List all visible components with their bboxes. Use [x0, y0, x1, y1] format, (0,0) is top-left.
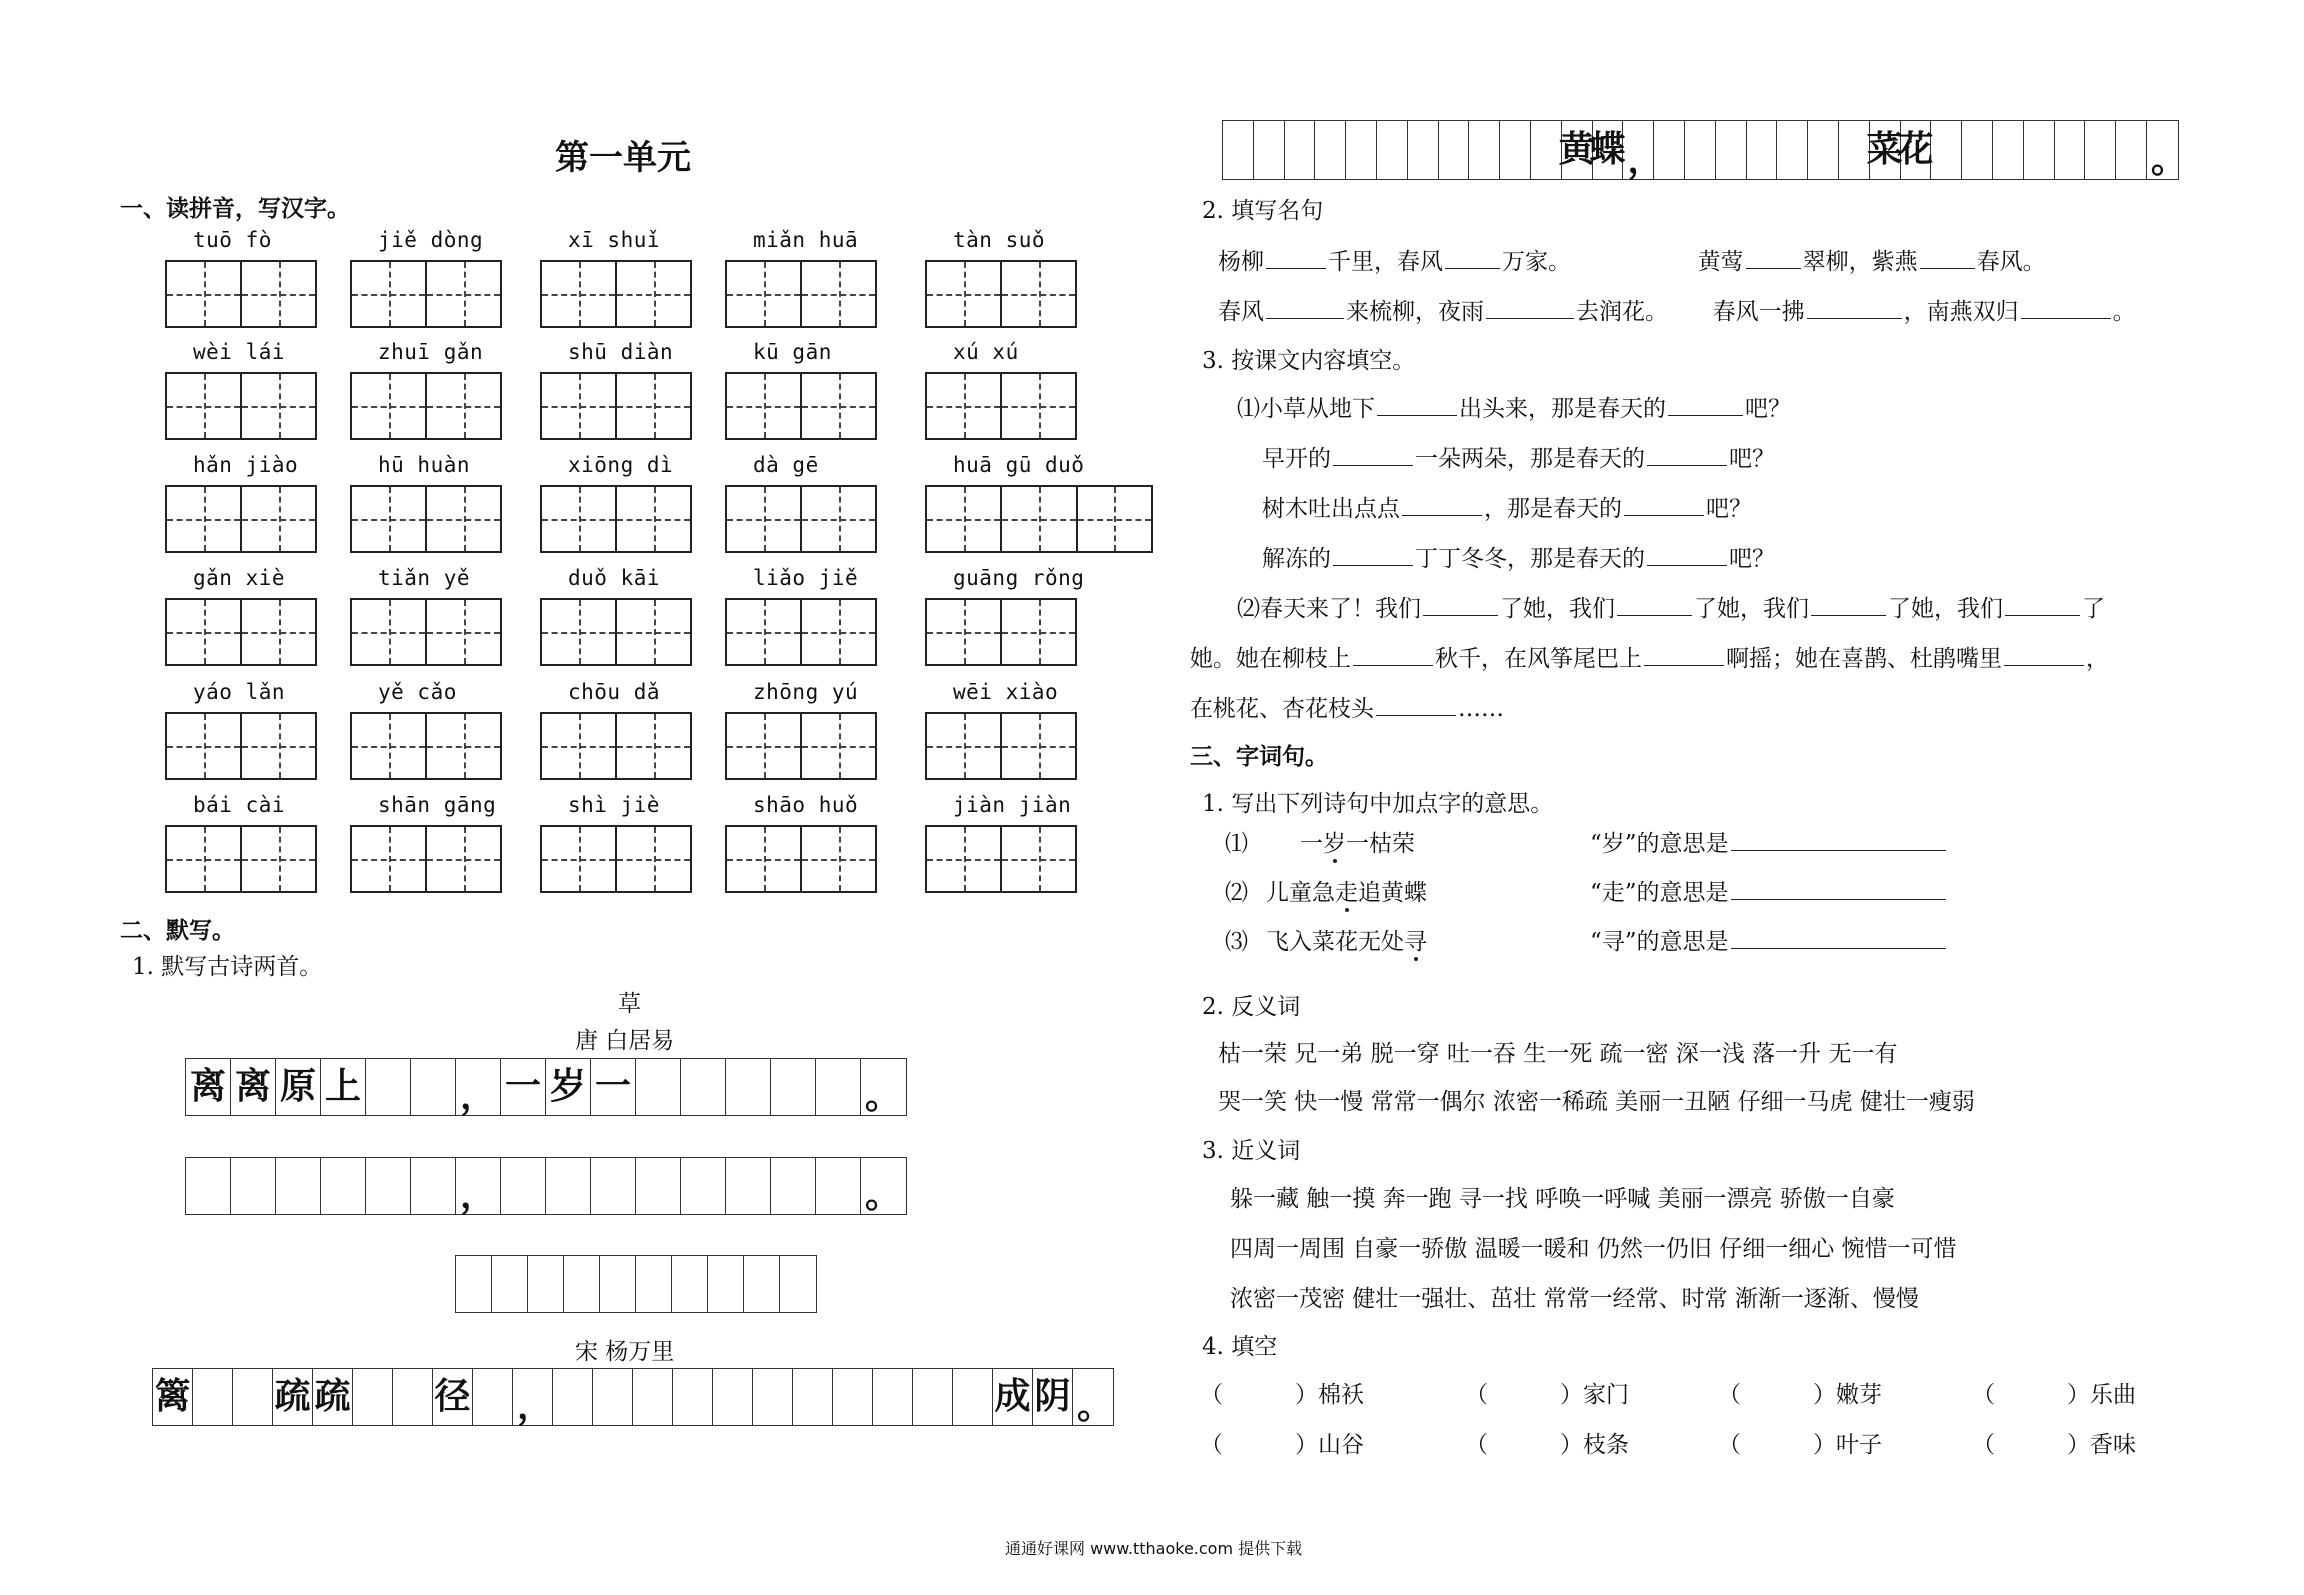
writing-grid[interactable] [540, 260, 692, 328]
pinyin-label: yáo lǎn [193, 680, 286, 704]
q3-item2: 早开的 一朵两朵，那是春天的 吧？ [1262, 440, 1775, 473]
pinyin-label: miǎn huā [753, 228, 859, 252]
poem-empty-cell[interactable] [744, 1256, 780, 1312]
poem-char-cell: 疏 [313, 1369, 353, 1425]
grid-cell[interactable] [167, 714, 242, 778]
synonyms-row3: 浓密一茂密 健壮一强壮、茁壮 常常一经常、时常 渐渐一逐渐、慢慢 [1230, 1286, 1919, 1312]
poem-empty-cell[interactable] [366, 1059, 411, 1115]
paren-open: （ [1200, 1382, 1223, 1408]
poem-char-cell: 。 [865, 1175, 902, 1216]
grid-cell[interactable] [352, 600, 427, 664]
poem-line-item [1225, 874, 1427, 907]
fill-item[interactable]: ）山谷 [1295, 1432, 1364, 1458]
q3-item7: 在桃花、杏花枝头 …… [1190, 690, 1504, 723]
pinyin-label: dà gē [753, 453, 819, 477]
answer-blank[interactable] [1731, 876, 1946, 900]
poem-empty-cell[interactable] [708, 1256, 744, 1312]
poem-empty-cell[interactable] [546, 1158, 591, 1214]
poem-char-cell: ， [456, 1158, 501, 1214]
writing-grid[interactable] [925, 372, 1077, 440]
grid-cell[interactable] [352, 827, 427, 891]
section2-q1: 1. 默写古诗两首。 [132, 954, 323, 980]
writing-grid[interactable] [925, 825, 1077, 893]
grid-cell[interactable] [617, 600, 690, 664]
poem-empty-cell[interactable] [633, 1369, 673, 1425]
poem-empty-cell[interactable] [1808, 121, 1839, 179]
poem-line-item [1225, 825, 1415, 858]
fill-item[interactable]: ）叶子 [1813, 1432, 1882, 1458]
poem-empty-cell[interactable] [726, 1158, 771, 1214]
writing-grid[interactable] [350, 825, 502, 893]
poem2-title-grid [455, 1255, 817, 1313]
paren-open: （ [1200, 1432, 1223, 1458]
poem-empty-cell[interactable] [353, 1369, 393, 1425]
writing-grid[interactable] [725, 372, 877, 440]
poem-empty-cell[interactable] [411, 1158, 456, 1214]
grid-cell[interactable] [927, 374, 1002, 438]
item-number: ⑵ [1225, 880, 1248, 906]
poem-char-cell: 径 [433, 1369, 473, 1425]
grid-cell[interactable] [167, 827, 242, 891]
grid-cell[interactable] [802, 487, 875, 551]
poem-empty-cell[interactable] [411, 1059, 456, 1115]
grid-cell[interactable] [617, 714, 690, 778]
poem-char-cell: ， [456, 1059, 501, 1115]
poem-empty-cell[interactable] [726, 1059, 771, 1115]
poem-empty-cell[interactable] [793, 1369, 833, 1425]
grid-cell[interactable] [167, 262, 242, 326]
grid-cell[interactable] [242, 487, 315, 551]
poem-text: 追黄蝶 [1358, 880, 1427, 906]
grid-cell[interactable] [167, 487, 242, 551]
poem1-author: 唐 白居易 [575, 1028, 675, 1054]
grid-cell[interactable] [617, 262, 690, 326]
writing-grid[interactable] [165, 485, 317, 553]
grid-cell[interactable] [727, 714, 802, 778]
grid-cell[interactable] [1002, 600, 1075, 664]
writing-grid[interactable] [725, 825, 877, 893]
poem-empty-cell[interactable] [1254, 121, 1285, 179]
poem-empty-cell[interactable] [193, 1369, 233, 1425]
pinyin-label: shū diàn [568, 340, 674, 364]
poem-empty-cell[interactable] [1439, 121, 1470, 179]
grid-cell[interactable] [1002, 827, 1075, 891]
pinyin-label: yě cǎo [378, 680, 457, 704]
poem-empty-cell[interactable] [1346, 121, 1377, 179]
poem-text: 飞入菜花无处 [1266, 929, 1404, 955]
grid-cell[interactable] [427, 600, 500, 664]
meaning-prompt [1590, 825, 1948, 858]
poem-empty-cell[interactable] [553, 1369, 593, 1425]
grid-cell[interactable] [727, 262, 802, 326]
grid-cell[interactable] [242, 714, 315, 778]
grid-cell[interactable] [1078, 487, 1151, 551]
grid-cell[interactable] [242, 827, 315, 891]
poem-empty-cell[interactable] [492, 1256, 528, 1312]
grid-cell[interactable] [1002, 714, 1075, 778]
poem-empty-cell[interactable] [276, 1158, 321, 1214]
writing-grid[interactable] [350, 372, 502, 440]
fill-item[interactable]: ）枝条 [1560, 1432, 1629, 1458]
grid-cell[interactable] [617, 374, 690, 438]
pinyin-label: shāo huǒ [753, 793, 859, 817]
pinyin-label: duǒ kāi [568, 566, 661, 590]
poem-empty-cell[interactable] [1469, 121, 1500, 179]
writing-grid[interactable] [540, 825, 692, 893]
poem1-line1-grid [185, 1058, 907, 1116]
pinyin-label: huā gū duǒ [953, 453, 1085, 477]
poem-char-cell: ， [513, 1369, 553, 1425]
q3-item5: ⑵春天来了！我们 了她，我们 了她，我们 了她，我们 了 [1237, 590, 2105, 623]
pinyin-label: kū gān [753, 340, 832, 364]
poem-empty-cell[interactable] [231, 1158, 276, 1214]
q3-item6: 她。她在柳枝上 秋千，在风筝尾巴上 啊摇；她在喜鹊、杜鹃嘴里 ， [1190, 640, 2109, 673]
poem-empty-cell[interactable] [1315, 121, 1346, 179]
poem-empty-cell[interactable] [321, 1158, 366, 1214]
grid-cell[interactable] [927, 600, 1002, 664]
poem-empty-cell[interactable] [473, 1369, 513, 1425]
q3-item1: ⑴小草从地下 出头来，那是春天的 吧？ [1237, 390, 1791, 423]
poem-empty-cell[interactable] [833, 1369, 873, 1425]
section1-heading: 一、读拼音，写汉字。 [120, 196, 350, 222]
poem-empty-cell[interactable] [1839, 121, 1870, 179]
poem-empty-cell[interactable] [953, 1369, 993, 1425]
writing-grid[interactable] [540, 485, 692, 553]
poem-empty-cell[interactable] [713, 1369, 753, 1425]
paren-open: （ [1465, 1432, 1488, 1458]
poem-char-cell: 。 [865, 1076, 902, 1117]
poem-empty-cell[interactable] [1531, 121, 1562, 179]
poem-empty-cell[interactable] [1716, 121, 1747, 179]
poem-empty-cell[interactable] [600, 1256, 636, 1312]
grid-cell[interactable] [802, 600, 875, 664]
writing-grid[interactable] [725, 260, 877, 328]
pinyin-label: xī shuǐ [568, 228, 661, 252]
paren-open: （ [1718, 1382, 1741, 1408]
pinyin-label: hū huàn [378, 453, 471, 477]
poem-empty-cell[interactable] [1993, 121, 2024, 179]
grid-cell[interactable] [802, 262, 875, 326]
grid-cell[interactable] [427, 262, 500, 326]
pinyin-label: shān gāng [378, 793, 497, 817]
poem-text: 一枯荣 [1346, 831, 1415, 857]
grid-cell[interactable] [802, 827, 875, 891]
poem-empty-cell[interactable] [2055, 121, 2086, 179]
writing-grid[interactable] [165, 260, 317, 328]
poem-empty-cell[interactable] [2085, 121, 2116, 179]
pinyin-label: chōu dǎ [568, 680, 661, 704]
q2-heading: 2. 填写名句 [1202, 198, 1324, 224]
poem-empty-cell[interactable] [771, 1158, 816, 1214]
poem-empty-cell[interactable] [1500, 121, 1531, 179]
synonyms-row1: 躲一藏 触一摸 奔一跑 寻一找 呼唤一呼喊 美丽一漂亮 骄傲一自豪 [1230, 1186, 1895, 1212]
pinyin-label: liǎo jiě [753, 566, 859, 590]
pinyin-label: tuō fò [193, 228, 272, 252]
answer-blank[interactable] [1731, 827, 1946, 851]
writing-grid[interactable] [540, 598, 692, 666]
pinyin-label: tàn suǒ [953, 228, 1046, 252]
pinyin-label: jiě dòng [378, 228, 484, 252]
poem-char-cell: 篱 [153, 1369, 193, 1425]
fill-item[interactable]: ）香味 [2067, 1432, 2136, 1458]
paren-open: （ [1465, 1382, 1488, 1408]
poem-empty-cell[interactable] [233, 1369, 273, 1425]
pinyin-label: bái cài [193, 793, 286, 817]
pinyin-label: zhōng yú [753, 680, 859, 704]
writing-grid[interactable] [540, 712, 692, 780]
grid-cell[interactable] [927, 262, 1002, 326]
writing-grid[interactable] [165, 598, 317, 666]
grid-cell[interactable] [802, 374, 875, 438]
grid-cell[interactable] [167, 374, 242, 438]
poem-char-cell: 离 [231, 1059, 276, 1115]
poem-empty-cell[interactable] [501, 1158, 546, 1214]
poem-char-cell: 离 [186, 1059, 231, 1115]
writing-grid[interactable] [725, 712, 877, 780]
item-number: ⑶ [1225, 929, 1248, 955]
grid-cell[interactable] [542, 487, 617, 551]
poem-empty-cell[interactable] [591, 1158, 636, 1214]
poem-empty-cell[interactable] [1377, 121, 1408, 179]
grid-cell[interactable] [427, 487, 500, 551]
grid-cell[interactable] [352, 487, 427, 551]
s3-q4: 4. 填空 [1202, 1334, 1278, 1360]
pinyin-label: xiōng dì [568, 453, 674, 477]
answer-blank[interactable] [1731, 925, 1946, 949]
q3-heading: 3. 按课文内容填空。 [1202, 348, 1416, 374]
poem-char-cell: 阴 [1033, 1369, 1073, 1425]
poem-text: 一 [1300, 831, 1323, 857]
grid-cell[interactable] [927, 827, 1002, 891]
poem-empty-cell[interactable] [1285, 121, 1316, 179]
poem-empty-cell[interactable] [2116, 121, 2147, 179]
s3-q2: 2. 反义词 [1202, 994, 1301, 1020]
fill-item[interactable]: ）嫩芽 [1813, 1382, 1882, 1408]
poem-char-cell: 花 [1901, 121, 1932, 179]
grid-cell[interactable] [727, 374, 802, 438]
grid-cell[interactable] [542, 827, 617, 891]
writing-grid[interactable] [165, 825, 317, 893]
poem-char-cell: 疏 [273, 1369, 313, 1425]
poem-empty-cell[interactable] [593, 1369, 633, 1425]
poem-empty-cell[interactable] [1931, 121, 1962, 179]
poem-empty-cell[interactable] [780, 1256, 816, 1312]
poem-char-cell: 。 [1077, 1386, 1114, 1427]
poem-char-cell: 岁 [546, 1059, 591, 1115]
poem-empty-cell[interactable] [636, 1059, 681, 1115]
grid-cell[interactable] [542, 600, 617, 664]
poem-empty-cell[interactable] [681, 1059, 726, 1115]
paren-open: （ [1972, 1432, 1995, 1458]
poem-char-cell: 原 [276, 1059, 321, 1115]
poem-empty-cell[interactable] [873, 1369, 913, 1425]
writing-grid[interactable] [540, 372, 692, 440]
pinyin-label: guāng rǒng [953, 566, 1085, 590]
paren-open: （ [1718, 1432, 1741, 1458]
meaning-label: “寻”的意思是 [1590, 929, 1729, 955]
poem-char-cell: ， [1623, 121, 1654, 179]
grid-cell[interactable] [927, 487, 1002, 551]
writing-grid[interactable] [165, 372, 317, 440]
poem-char-cell: 菜 [1870, 121, 1901, 179]
poem-empty-cell[interactable] [1223, 121, 1254, 179]
page-title: 第一单元 [555, 138, 691, 178]
grid-cell[interactable] [242, 600, 315, 664]
writing-grid[interactable] [925, 712, 1077, 780]
grid-cell[interactable] [352, 262, 427, 326]
poem-empty-cell[interactable] [672, 1256, 708, 1312]
dotted-char: 岁 [1323, 831, 1346, 857]
grid-cell[interactable] [242, 374, 315, 438]
pinyin-label: zhuī gǎn [378, 340, 484, 364]
grid-cell[interactable] [727, 487, 802, 551]
grid-cell[interactable] [802, 714, 875, 778]
poem-char-cell: 蝶 [1593, 121, 1624, 179]
poem-char-cell: 黄 [1562, 121, 1593, 179]
grid-cell[interactable] [542, 714, 617, 778]
writing-grid[interactable] [725, 485, 877, 553]
footer: 通通好课网 www.tthaoke.com 提供下载 [1005, 1539, 1303, 1558]
pinyin-label: jiàn jiàn [953, 793, 1072, 817]
q2-line2: 春风 来梳柳，夜雨 去润花。 春风一拂 ，南燕双归 。 [1218, 293, 2136, 326]
poem-empty-cell[interactable] [528, 1256, 564, 1312]
grid-cell[interactable] [617, 827, 690, 891]
poem-char-cell: 成 [993, 1369, 1033, 1425]
poem-empty-cell[interactable] [636, 1256, 672, 1312]
pinyin-label: gǎn xiè [193, 566, 286, 590]
s3-q1: 1. 写出下列诗句中加点字的意思。 [1202, 791, 1554, 817]
poem-empty-cell[interactable] [771, 1059, 816, 1115]
pinyin-label: wēi xiào [953, 680, 1059, 704]
poem2-author: 宋 杨万里 [575, 1339, 675, 1365]
grid-cell[interactable] [542, 374, 617, 438]
poem-empty-cell[interactable] [1962, 121, 1993, 179]
writing-grid[interactable] [350, 485, 502, 553]
poem-empty-cell[interactable] [1685, 121, 1716, 179]
poem-text: 儿童急 [1266, 880, 1335, 906]
grid-cell[interactable] [427, 714, 500, 778]
pinyin-label: hǎn jiào [193, 453, 299, 477]
synonyms-row2: 四周一周围 自豪一骄傲 温暖一暖和 仍然一仍旧 仔细一细心 惋惜一可惜 [1230, 1236, 1957, 1262]
grid-cell[interactable] [617, 487, 690, 551]
grid-cell[interactable] [927, 714, 1002, 778]
grid-cell[interactable] [1002, 487, 1077, 551]
poem-empty-cell[interactable] [2024, 121, 2055, 179]
pinyin-label: shì jiè [568, 793, 661, 817]
grid-cell[interactable] [427, 374, 500, 438]
poem-line-item [1225, 923, 1427, 956]
grid-cell[interactable] [167, 600, 242, 664]
grid-cell[interactable] [427, 827, 500, 891]
grid-cell[interactable] [1002, 262, 1075, 326]
q2-line1: 杨柳 千里，春风 万家。 黄莺 翠柳，紫燕 春风。 [1218, 243, 2046, 276]
q3-item3: 树木吐出点点 ，那是春天的 吧？ [1262, 490, 1752, 523]
antonyms-row2: 哭一笑 快一慢 常常一偶尔 浓密一稀疏 美丽一丑陋 仔细一马虎 健壮一瘦弱 [1218, 1089, 1975, 1115]
poem-empty-cell[interactable] [673, 1369, 713, 1425]
pinyin-label: tiǎn yě [378, 566, 471, 590]
meaning-label: “走”的意思是 [1590, 880, 1729, 906]
poem-empty-cell[interactable] [913, 1369, 953, 1425]
poem-empty-cell[interactable] [393, 1369, 433, 1425]
poem-empty-cell[interactable] [366, 1158, 411, 1214]
grid-cell[interactable] [352, 714, 427, 778]
poem-empty-cell[interactable] [564, 1256, 600, 1312]
poem-empty-cell[interactable] [681, 1158, 726, 1214]
s3-q3: 3. 近义词 [1202, 1138, 1301, 1164]
poem-empty-cell[interactable] [1408, 121, 1439, 179]
dotted-char: 寻 [1404, 929, 1427, 955]
poem1-title: 草 [618, 991, 641, 1017]
dotted-char: 走 [1335, 880, 1358, 906]
paren-open: （ [1972, 1382, 1995, 1408]
grid-cell[interactable] [242, 262, 315, 326]
writing-grid[interactable] [925, 598, 1077, 666]
poem2-line1-grid [152, 1368, 1114, 1426]
writing-grid[interactable] [925, 485, 1153, 553]
writing-grid[interactable] [165, 712, 317, 780]
fill-item[interactable]: ）家门 [1560, 1382, 1629, 1408]
writing-grid[interactable] [350, 712, 502, 780]
grid-cell[interactable] [1002, 374, 1075, 438]
poem-empty-cell[interactable] [816, 1059, 861, 1115]
poem2-line2-grid [1222, 120, 2187, 181]
item-number: ⑴ [1225, 831, 1248, 857]
poem-empty-cell[interactable] [456, 1256, 492, 1312]
fill-item[interactable]: ）乐曲 [2067, 1382, 2136, 1408]
grid-cell[interactable] [352, 374, 427, 438]
meaning-label: “岁”的意思是 [1590, 831, 1729, 857]
fill-item[interactable]: ）棉袄 [1295, 1382, 1364, 1408]
poem-char-cell: 上 [321, 1059, 366, 1115]
grid-cell[interactable] [542, 262, 617, 326]
poem-empty-cell[interactable] [753, 1369, 793, 1425]
poem-char-cell: 一 [501, 1059, 546, 1115]
writing-grid[interactable] [350, 260, 502, 328]
meaning-prompt [1590, 874, 1948, 907]
poem-empty-cell[interactable] [1777, 121, 1808, 179]
pinyin-label: wèi lái [193, 340, 286, 364]
poem-empty-cell[interactable] [186, 1158, 231, 1214]
grid-cell[interactable] [727, 600, 802, 664]
writing-grid[interactable] [350, 598, 502, 666]
poem-empty-cell[interactable] [816, 1158, 861, 1214]
pinyin-label: xú xú [953, 340, 1019, 364]
section3-heading: 三、字词句。 [1190, 744, 1328, 770]
poem-empty-cell[interactable] [636, 1158, 681, 1214]
writing-grid[interactable] [725, 598, 877, 666]
section2-heading: 二、默写。 [120, 918, 235, 944]
poem-empty-cell[interactable] [1654, 121, 1685, 179]
poem1-line2-grid [185, 1157, 907, 1215]
poem-empty-cell[interactable] [1747, 121, 1778, 179]
antonyms-row1: 枯一荣 兄一弟 脱一穿 吐一吞 生一死 疏一密 深一浅 落一升 无一有 [1218, 1041, 1898, 1067]
q3-item4: 解冻的 丁丁冬冬，那是春天的 吧？ [1262, 540, 1775, 573]
meaning-prompt [1590, 923, 1948, 956]
poem-char-cell: 。 [2150, 140, 2187, 181]
grid-cell[interactable] [727, 827, 802, 891]
poem-char-cell: 一 [591, 1059, 636, 1115]
writing-grid[interactable] [925, 260, 1077, 328]
